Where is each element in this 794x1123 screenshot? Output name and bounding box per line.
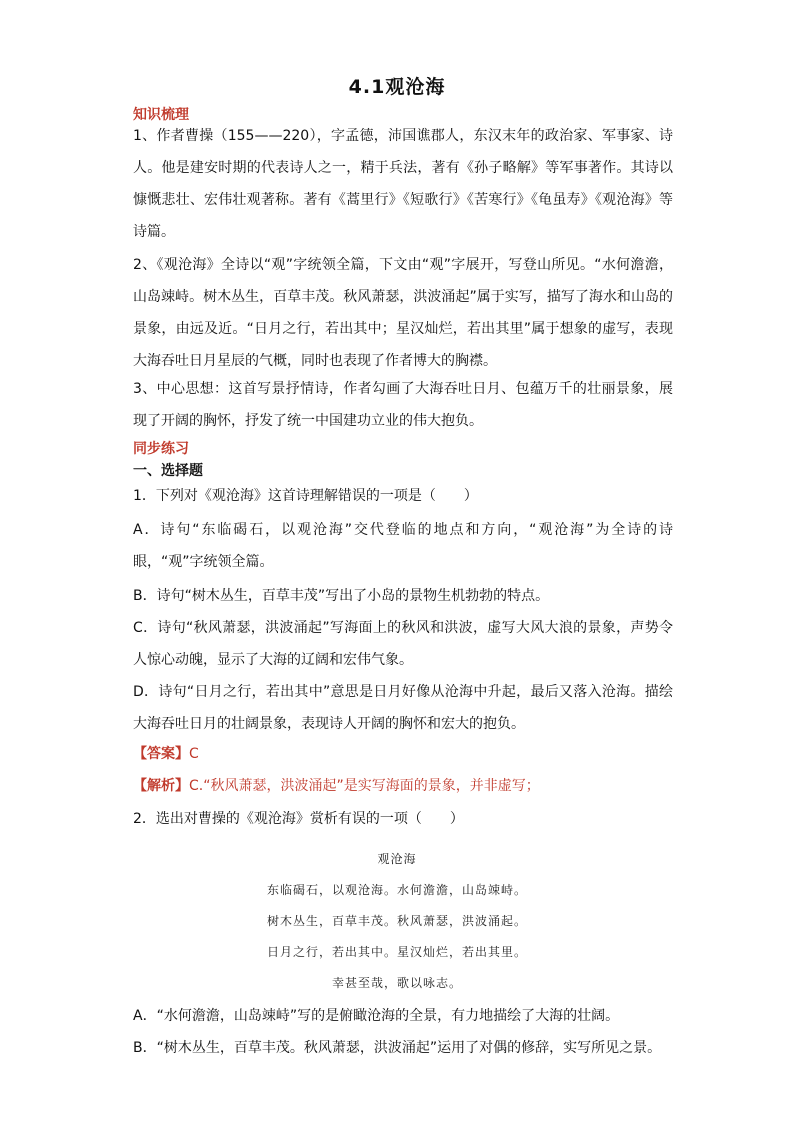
question-1-stem: 1．下列对《观沧海》这首诗理解错误的一项是（ ） xyxy=(133,488,478,504)
analysis-value: C.“秋风萧瑟，洪波涌起”是实写海面的景象，并非虚写； xyxy=(189,778,540,794)
answer-value: C xyxy=(189,746,199,762)
analysis-label: 【解析】 xyxy=(133,778,189,794)
section-heading-knowledge: 知识梳理 xyxy=(133,107,189,123)
question-2-stem: 2．选出对曹操的《观沧海》赏析有误的一项（ ） xyxy=(133,811,464,827)
question-1-answer xyxy=(133,738,673,770)
question-1-option-a: A．诗句“东临碣石，以观沧海”交代登临的地点和方向，“观沧海”为全诗的诗眼，“观”字统领全篇。 xyxy=(133,522,673,570)
section-heading-practice: 同步练习 xyxy=(133,441,189,457)
section-subheading-choice: 一、选择题 xyxy=(133,463,203,479)
question-2-option-a: A．“水何澹澹，山岛竦峙”写的是俯瞰沧海的全景，有力地描绘了大海的壮阔。 xyxy=(133,1008,620,1024)
question-1-option-c: C．诗句“秋风萧瑟，洪波涌起”写海面上的秋风和洪波，虚写大风大浪的景象，声势令人惊心动魄，显示了大海的辽阔和宏伟气象。 xyxy=(133,620,673,668)
knowledge-paragraph-1: 1、作者曹操（155——220），字孟德，沛国谯郡人，东汉末年的政治家、军事家、诗人。他是建安时期的代表诗人之一，精于兵法，著有《孙子略解》等军事著作。其诗以慷慨悲壮、宏伟壮观著称。著有《蒿里行》《短歌行》《苦寒行》《龟虽寿》《观沧海》等诗篇。 xyxy=(133,128,673,240)
question-1-option-d: D．诗句“日月之行，若出其中”意思是日月好像从沧海中升起，最后又落入沧海。描绘大海吞吐日月的壮阔景象，表现诗人开阔的胸怀和宏大的抱负。 xyxy=(133,684,673,732)
question-1-option-b: B．诗句“树木丛生，百草丰茂”写出了小岛的景物生机勃勃的特点。 xyxy=(133,588,550,604)
poem-title: 观沧海 xyxy=(377,852,417,866)
page-title: 4.1观沧海 xyxy=(348,76,446,98)
question-1-analysis xyxy=(133,770,673,802)
knowledge-paragraph-3: 3、中心思想：这首写景抒情诗，作者勾画了大海吞吐日月、包蕴万千的壮丽景象，展现了开阔的胸怀，抒发了统一中国建功立业的伟大抱负。 xyxy=(133,381,673,429)
poem-line-3: 日月之行，若出其中。星汉灿烂，若出其里。 xyxy=(266,945,527,959)
knowledge-paragraph-2: 2、《观沧海》全诗以“观”字统领全篇，下文由“观”字展开，写登山所见。“水何澹澹，山岛竦峙。树木丛生，百草丰茂。秋风萧瑟，洪波涌起”属于实写，描写了海水和山岛的景象，由远及近。“日月之行，若出其中；星汉灿烂，若出其里”属于想象的虚写，表现大海吞吐日月星辰的气概，同时也表现了作者博大的胸襟。 xyxy=(133,257,673,369)
poem-line-2: 树木丛生，百草丰茂。秋风萧瑟，洪波涌起。 xyxy=(266,914,527,928)
question-2-option-b: B．“树木丛生，百草丰茂。秋风萧瑟，洪波涌起”运用了对偶的修辞，实写所见之景。 xyxy=(133,1040,662,1056)
answer-label: 【答案】 xyxy=(133,746,189,762)
poem-line-4: 幸甚至哉，歌以咏志。 xyxy=(331,976,462,990)
poem-line-1: 东临碣石，以观沧海。水何澹澹，山岛竦峙。 xyxy=(266,883,527,897)
